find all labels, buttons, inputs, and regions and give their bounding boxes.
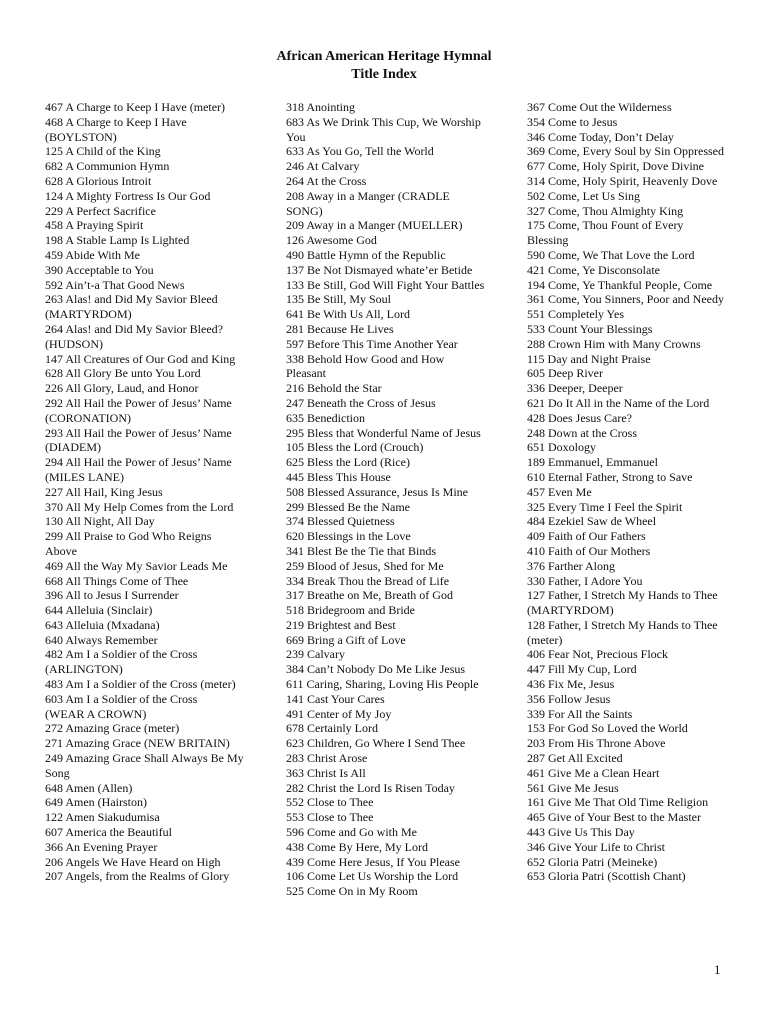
index-entry: 239 Calvary [286, 647, 345, 662]
index-entry: 206 Angels We Have Heard on High [45, 854, 221, 869]
index-entry: 293 All Hail the Power of Jesus’ Name (DIADEM) [45, 425, 232, 455]
index-entry: 439 Come Here Jesus, If You Please [286, 854, 460, 869]
index-entry: 346 Come Today, Don’t Delay [527, 129, 674, 144]
index-entry: 457 Even Me [527, 484, 592, 499]
index-entry: 447 Fill My Cup, Lord [527, 662, 637, 677]
index-entry: 339 For All the Saints [527, 706, 633, 721]
index-entry: 264 At the Cross [286, 173, 367, 188]
index-entry: 649 Amen (Hairston) [45, 795, 147, 810]
index-entry: 105 Bless the Lord (Crouch) [286, 440, 424, 455]
index-entry: 330 Father, I Adore You [527, 573, 643, 588]
index-entry: 469 All the Way My Savior Leads Me [45, 558, 228, 573]
index-entry: 346 Give Your Life to Christ [527, 839, 665, 854]
index-entry: 653 Gloria Patri (Scottish Chant) [527, 869, 686, 884]
index-entry: 445 Bless This House [286, 469, 391, 484]
index-entry: 137 Be Not Dismayed whate’er Betide [286, 262, 473, 277]
page-subtitle: Title Index [351, 67, 417, 82]
index-entry: 208 Away in a Manger (CRADLE SONG) [286, 188, 450, 218]
index-entry: 465 Give of Your Best to the Master [527, 810, 701, 825]
index-entry: 533 Count Your Blessings [527, 321, 653, 336]
index-entry: 194 Come, Ye Thankful People, Come [527, 277, 713, 292]
index-entry: 406 Fear Not, Precious Flock [527, 647, 668, 662]
index-entry: 327 Come, Thou Almighty King [527, 203, 684, 218]
index-entry: 384 Can’t Nobody Do Me Like Jesus [286, 662, 466, 677]
index-entry: 669 Bring a Gift of Love [286, 632, 406, 647]
index-entry: 390 Acceptable to You [45, 262, 154, 277]
index-entry: 126 Awesome God [286, 233, 377, 248]
index-entry: 491 Center of My Joy [286, 706, 392, 721]
index-entry: 590 Come, We That Love the Lord [527, 247, 695, 262]
index-entry: 216 Behold the Star [286, 381, 382, 396]
index-entry: 428 Does Jesus Care? [527, 410, 632, 425]
index-entry: 625 Bless the Lord (Rice) [286, 455, 410, 470]
index-entry: 396 All to Jesus I Surrender [45, 588, 179, 603]
index-entry: 249 Amazing Grace Shall Always Be My Song [45, 751, 244, 780]
index-entry: 147 All Creatures of Our God and King [45, 351, 236, 366]
index-entry: 483 Am I a Soldier of the Cross (meter) [45, 677, 236, 692]
index-entry: 621 Do It All in the Name of the Lord [527, 395, 710, 410]
index-entry: (WEAR A CROWN) [45, 706, 147, 721]
index-entry: 203 From His Throne Above [527, 736, 666, 751]
index-entry: 125 A Child of the King [45, 144, 161, 159]
index-entry: 633 As You Go, Tell the World [286, 144, 434, 159]
index-entry: 561 Give Me Jesus [527, 780, 619, 795]
index-entry: 122 Amen Siakudumisa [45, 810, 160, 825]
index-entry: 141 Cast Your Cares [286, 691, 385, 706]
index-entry: 410 Faith of Our Mothers [527, 543, 651, 558]
index-entry: 668 All Things Come of Thee [45, 573, 189, 588]
index-column-1 [45, 100, 245, 884]
index-entry: 292 All Hail the Power of Jesus’ Name (CORONATION) [45, 395, 232, 425]
index-entry: 651 Doxology [527, 440, 596, 455]
index-entry: 361 Come, You Sinners, Poor and Needy [527, 292, 724, 307]
index-entry: 370 All My Help Comes from the Lord [45, 499, 234, 514]
index-entry: 106 Come Let Us Worship the Lord [286, 869, 459, 884]
index-entry: 363 Christ Is All [286, 765, 366, 780]
index-entry: 153 For God So Loved the World [527, 721, 688, 736]
index-entry: 248 Down at the Cross [527, 425, 637, 440]
index-entry: 525 Come On in My Room [286, 884, 418, 899]
index-entry: 367 Come Out the Wilderness [527, 100, 672, 114]
index-entry: 325 Every Time I Feel the Spirit [527, 499, 683, 514]
index-entry: 490 Battle Hymn of the Republic [286, 247, 446, 262]
index-entry: 338 Behold How Good and How Pleasant [286, 351, 445, 381]
index-entry: 610 Eternal Father, Strong to Save [527, 469, 693, 484]
index-entry: 620 Blessings in the Love [286, 529, 411, 544]
index-entry: (MILES LANE) [45, 469, 124, 484]
index-entry: 334 Break Thou the Bread of Life [286, 573, 450, 588]
index-entry: 175 Come, Thou Fount of Every Blessing [527, 218, 684, 248]
index-entry: 443 Give Us This Day [527, 825, 635, 840]
page-header [0, 48, 768, 84]
index-entry: 219 Brightest and Best [286, 617, 396, 632]
index-entry: 135 Be Still, My Soul [286, 292, 392, 307]
index-entry: 596 Come and Go with Me [286, 825, 417, 840]
index-entry: 189 Emmanuel, Emmanuel [527, 455, 658, 470]
index-entry: 458 A Praying Spirit [45, 218, 144, 233]
index-entry: 336 Deeper, Deeper [527, 381, 623, 396]
index-entry: 341 Blest Be the Tie that Binds [286, 543, 437, 558]
index-entry: 611 Caring, Sharing, Loving His People [286, 677, 479, 692]
index-entry: 356 Follow Jesus [527, 691, 611, 706]
index-entry: 421 Come, Ye Disconsolate [527, 262, 660, 277]
index-entry: 374 Blessed Quietness [286, 514, 395, 529]
index-entry: 677 Come, Holy Spirit, Dove Divine [527, 159, 704, 174]
index-entry: 272 Amazing Grace (meter) [45, 721, 180, 736]
index-entry: 295 Bless that Wonderful Name of Jesus [286, 425, 481, 440]
index-entry: 229 A Perfect Sacrifice [45, 203, 156, 218]
index-entry: 287 Get All Excited [527, 751, 623, 766]
index-entry: 246 At Calvary [286, 159, 360, 174]
index-entry: 161 Give Me That Old Time Religion [527, 795, 709, 810]
index-entry: 299 All Praise to God Who Reigns Above [45, 529, 212, 558]
index-entry: 678 Certainly Lord [286, 721, 378, 736]
index-entry: 128 Father, I Stretch My Hands to Thee (meter) [527, 617, 718, 647]
index-entry: 553 Close to Thee [286, 810, 374, 825]
index-entry: 227 All Hail, King Jesus [45, 484, 163, 499]
index-entry: 484 Ezekiel Saw de Wheel [527, 514, 657, 529]
index-entry: 623 Children, Go Where I Send Thee [286, 736, 466, 751]
index-entry: 552 Close to Thee [286, 795, 374, 810]
index-entry: 376 Farther Along [527, 558, 615, 573]
index-entry: 605 Deep River [527, 366, 603, 381]
index-entry: 592 Ain’t-a That Good News [45, 277, 185, 292]
index-entry: 354 Come to Jesus [527, 114, 618, 129]
index-entry: 628 All Glory Be unto You Lord [45, 366, 201, 381]
index-entry: 597 Before This Time Another Year [286, 336, 458, 351]
index-entry: 133 Be Still, God Will Fight Your Battles [286, 277, 485, 292]
index-entry: 259 Blood of Jesus, Shed for Me [286, 558, 444, 573]
index-entry: 288 Crown Him with Many Crowns [527, 336, 701, 351]
index-entry: 366 An Evening Prayer [45, 839, 158, 854]
index-entry: 127 Father, I Stretch My Hands to Thee [527, 588, 718, 603]
index-entry: 264 Alas! and Did My Savior Bleed? (HUDSON) [45, 321, 223, 351]
index-entry: 502 Come, Let Us Sing [527, 188, 640, 203]
index-entry: 643 Alleluia (Mxadana) [45, 617, 160, 632]
index-entry: 652 Gloria Patri (Meineke) [527, 854, 658, 869]
index-column-3 [527, 100, 727, 884]
index-entry: 644 Alleluia (Sinclair) [45, 603, 153, 618]
index-entry: 317 Breathe on Me, Breath of God [286, 588, 453, 603]
index-entry: 409 Faith of Our Fathers [527, 529, 646, 544]
index-entry: 640 Always Remember [45, 632, 158, 647]
index-entry: 226 All Glory, Laud, and Honor [45, 381, 199, 396]
index-entry: 282 Christ the Lord Is Risen Today [286, 780, 455, 795]
index-entry: 283 Christ Arose [286, 751, 368, 766]
index-entry: 318 Anointing [286, 100, 356, 114]
index-entry: (MARTYRDOM) [527, 603, 614, 618]
index-entry: 682 A Communion Hymn [45, 159, 170, 174]
index-entry: 124 A Mighty Fortress Is Our God [45, 188, 211, 203]
index-entry: 209 Away in a Manger (MUELLER) [286, 218, 463, 233]
index-entry: 683 As We Drink This Cup, We Worship You [286, 114, 481, 144]
index-entry: 603 Am I a Soldier of the Cross [45, 691, 198, 706]
index-entry: 369 Come, Every Soul by Sin Oppressed [527, 144, 724, 159]
index-entry: 468 A Charge to Keep I Have (BOYLSTON) [45, 114, 187, 144]
index-entry: 294 All Hail the Power of Jesus’ Name [45, 455, 232, 470]
index-entry: 198 A Stable Lamp Is Lighted [45, 233, 190, 248]
index-entry: 482 Am I a Soldier of the Cross (ARLINGTON) [45, 647, 198, 677]
index-entry: 207 Angels, from the Realms of Glory [45, 869, 230, 884]
index-entry: 263 Alas! and Did My Savior Bleed (MARTYRDOM) [45, 292, 218, 322]
page-title: African American Heritage Hymnal [276, 49, 492, 64]
index-entry: 648 Amen (Allen) [45, 780, 133, 795]
index-entry: 551 Completely Yes [527, 307, 625, 322]
index-column-2 [286, 100, 486, 899]
index-entry: 130 All Night, All Day [45, 514, 155, 529]
index-entry: 461 Give Me a Clean Heart [527, 765, 660, 780]
index-entry: 641 Be With Us All, Lord [286, 307, 410, 322]
index-entry: 271 Amazing Grace (NEW BRITAIN) [45, 736, 230, 751]
index-entry: 299 Blessed Be the Name [286, 499, 410, 514]
index-entry: 438 Come By Here, My Lord [286, 839, 428, 854]
index-entry: 247 Beneath the Cross of Jesus [286, 395, 436, 410]
index-entry: 436 Fix Me, Jesus [527, 677, 615, 692]
index-entry: 607 America the Beautiful [45, 825, 172, 840]
page-number: 1 [714, 962, 721, 977]
index-entry: 508 Blessed Assurance, Jesus Is Mine [286, 484, 468, 499]
index-entry: 635 Benediction [286, 410, 365, 425]
index-entry: 628 A Glorious Introit [45, 173, 152, 188]
index-entry: 459 Abide With Me [45, 247, 140, 262]
index-entry: 314 Come, Holy Spirit, Heavenly Dove [527, 173, 718, 188]
index-entry: 115 Day and Night Praise [527, 351, 651, 366]
index-entry: 467 A Charge to Keep I Have (meter) [45, 100, 226, 114]
index-entry: 281 Because He Lives [286, 321, 394, 336]
index-entry: 518 Bridegroom and Bride [286, 603, 415, 618]
